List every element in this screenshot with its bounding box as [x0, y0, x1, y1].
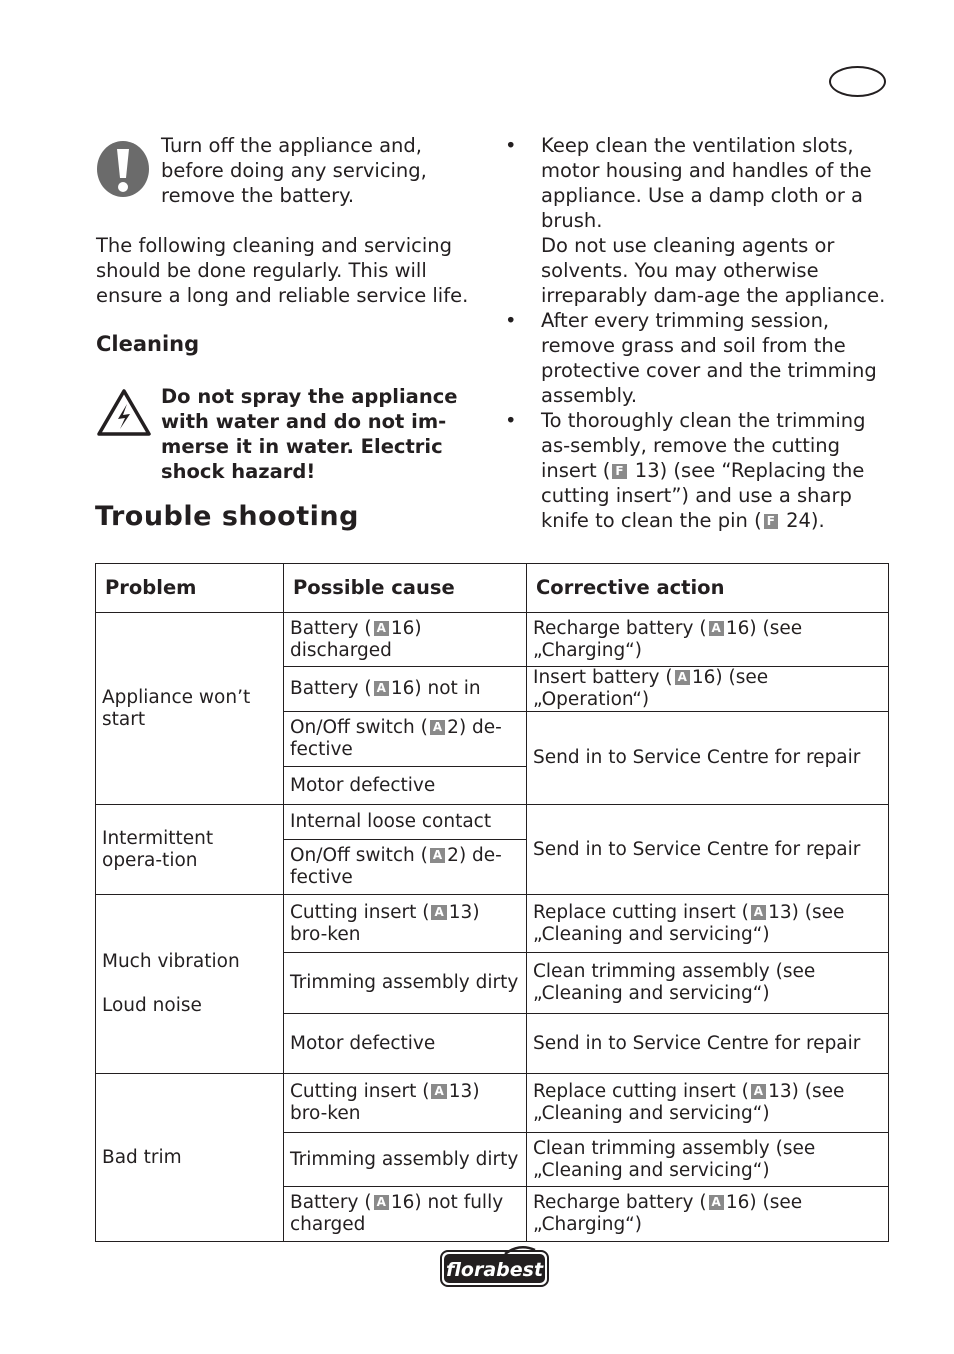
trouble-shooting-table — [95, 563, 889, 1242]
figure-ref-badge: A — [430, 720, 445, 735]
florabest-logo — [439, 1246, 550, 1288]
cause-cell: On/Off switch ( A 2) de-fective — [284, 840, 527, 895]
action-cell: Recharge battery ( A 16) (see „Charging“) — [527, 613, 889, 667]
cause-cell: Motor defective — [284, 1014, 527, 1074]
action-cell: Replace cutting insert ( A 13) (see „Cleaning and servicing“) — [527, 895, 889, 953]
cause-cell: Battery ( A 16) not in — [284, 667, 527, 712]
trouble-shooting-heading: Trouble shooting — [95, 501, 359, 532]
bullet-text: 13) (see “Replacing the cutting insert”) and use a sharp knife to clean the pin ( — [541, 459, 865, 532]
cause-cell: Battery ( A 16) discharged — [284, 613, 527, 667]
cause-cell: Internal loose contact — [284, 805, 527, 840]
language-marker-oval — [829, 66, 886, 97]
table-row — [96, 895, 889, 953]
action-cell: Send in to Service Centre for repair — [527, 805, 889, 895]
action-cell: Recharge battery ( A 16) (see „Charging“) — [527, 1187, 889, 1242]
figure-ref-badge: A — [709, 1195, 724, 1210]
figure-ref-badge: A — [374, 621, 389, 636]
cause-cell: Cutting insert ( A 13) bro-ken — [284, 895, 527, 953]
figure-ref-badge: F — [612, 464, 626, 479]
figure-ref-badge: A — [374, 1195, 389, 1210]
figure-ref-badge: A — [431, 1084, 446, 1099]
cause-cell: Trimming assembly dirty — [284, 953, 527, 1014]
cause-cell: Cutting insert ( A 13) bro-ken — [284, 1074, 527, 1133]
figure-ref-badge: A — [431, 905, 446, 920]
exclamation-icon — [96, 140, 150, 198]
problem-cell — [96, 895, 284, 1074]
intro-paragraph: The following cleaning and servicing should be done regularly. This will ensure a long and reliable service life. — [96, 234, 469, 307]
figure-ref-badge: A — [751, 905, 766, 920]
figure-ref-badge: A — [374, 681, 389, 696]
cause-cell: Battery ( A 16) not fully charged — [284, 1187, 527, 1242]
action-cell: Clean trimming assembly (see „Cleaning and servicing“) — [527, 1133, 889, 1187]
bullet-text: 24). — [779, 509, 825, 532]
action-cell: Send in to Service Centre for repair — [527, 1014, 889, 1074]
table-row — [96, 613, 889, 667]
figure-ref-badge: A — [709, 621, 724, 636]
bullet-text: Keep clean the ventilation slots, motor housing and handles of the appliance. Use a damp cloth or a brush. — [541, 134, 872, 232]
figure-ref-badge: A — [675, 670, 690, 685]
list-item — [505, 133, 897, 308]
bullet-text-extra: Do not use cleaning agents or solvents. You may otherwise irreparably dam-age the appliance. — [541, 234, 886, 307]
action-cell: Send in to Service Centre for repair — [527, 712, 889, 805]
cleaning-instructions-list — [505, 133, 897, 533]
figure-ref-badge: A — [751, 1084, 766, 1099]
figure-ref-badge: F — [764, 514, 778, 529]
column-header: Problem — [96, 564, 284, 613]
problem-cell: Bad trim — [96, 1074, 284, 1242]
column-header: Possible cause — [284, 564, 527, 613]
warning-intro-text: Turn off the appliance and, before doing any servicing, remove the battery. — [161, 134, 427, 207]
list-item — [505, 308, 897, 408]
list-item — [505, 408, 897, 533]
action-cell: Clean trimming assembly (see „Cleaning and servicing“) — [527, 953, 889, 1014]
problem-line: Much vibration — [102, 951, 240, 972]
table-header-row — [96, 564, 889, 613]
bullet-text: After every trimming session, remove grass and soil from the protective cover and the trimming assembly. — [541, 309, 877, 407]
figure-ref-badge: A — [430, 848, 445, 863]
problem-cell: Appliance won’t start — [96, 613, 284, 805]
cause-cell: On/Off switch ( A 2) de-fective — [284, 712, 527, 767]
cause-cell: Trimming assembly dirty — [284, 1133, 527, 1187]
table-row — [96, 1074, 889, 1133]
table-row — [96, 805, 889, 840]
problem-line: Loud noise — [102, 995, 202, 1016]
action-cell: Replace cutting insert ( A 13) (see „Cleaning and servicing“) — [527, 1074, 889, 1133]
cleaning-warning-text: Do not spray the appliance with water and do not im-merse it in water. Electric shock hazard! — [161, 385, 458, 483]
electric-shock-warning-icon — [96, 388, 152, 438]
cleaning-heading: Cleaning — [96, 332, 200, 356]
action-cell: Insert battery ( A 16) (see „Operation“) — [527, 667, 889, 712]
column-header: Corrective action — [527, 564, 889, 613]
bullet-text: To thoroughly clean the trimming as-sembly, remove the cutting insert ( — [541, 409, 866, 482]
problem-cell: Intermittent opera-tion — [96, 805, 284, 895]
cause-cell: Motor defective — [284, 767, 527, 805]
brand-name: florabest — [445, 1259, 544, 1281]
